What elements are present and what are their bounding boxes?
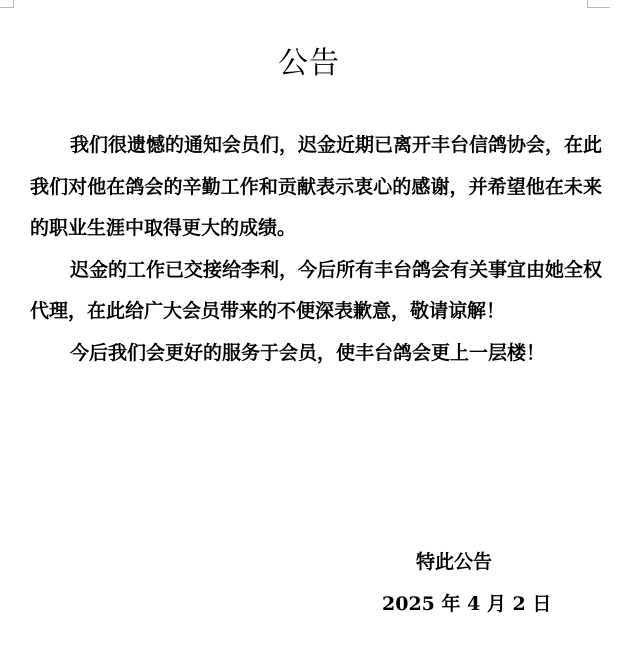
notice-date: 2025 年 4 月 2 日: [382, 593, 552, 615]
notice-signature: 特此公告: [416, 551, 493, 573]
notice-title: 公告: [278, 46, 340, 81]
page-corner-mark-top-right: [587, 0, 610, 8]
notice-paragraph-3: 今后我们会更好的服务于会员，使丰台鸽会更上一层楼！: [70, 341, 546, 364]
notice-paragraph-2: 迟金的工作已交接给李利，今后所有丰台鸽会有关事宜由她全权代理，在此给广大会员带来的不便深表歉意，敬请谅解！: [30, 258, 603, 322]
page-corner-mark-top-left: [0, 0, 14, 8]
notice-body: [30, 125, 602, 374]
notice-paragraph-1: 我们很遗憾的通知会员们，迟金近期已离开丰台信鸽协会，在此我们对他在鸽会的辛勤工作和贡献表示衷心的感谢，并希望他在未来的职业生涯中取得更大的成绩。: [30, 134, 603, 239]
